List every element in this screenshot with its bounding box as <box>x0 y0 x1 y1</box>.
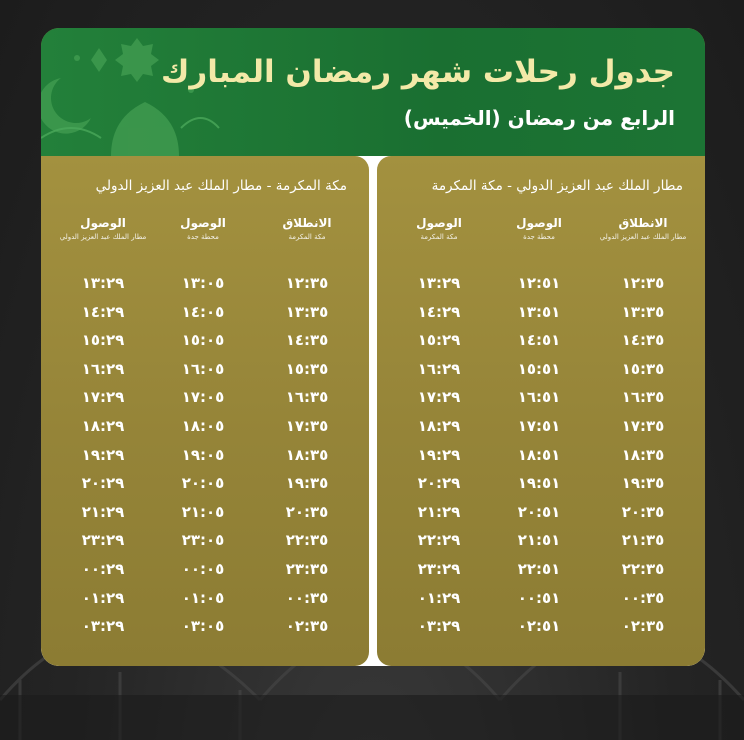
departure-time: ١٩:٣٥ <box>621 474 665 493</box>
table-row <box>41 560 369 589</box>
table-row <box>377 531 705 560</box>
departure-time: ٢٣:٣٥ <box>285 559 329 578</box>
arrival-station-time: ٢١:٥١ <box>517 531 561 550</box>
arrival-final-time: ١٤:٢٩ <box>417 302 461 321</box>
departure-time: ١٢:٣٥ <box>621 274 665 292</box>
arrival-final-time: ٠١:٢٩ <box>417 588 461 607</box>
arrival-final-time: ٢٣:٢٩ <box>81 531 125 550</box>
departure-time: ١٨:٣٥ <box>285 445 329 464</box>
arrival-final-time: ٠١:٢٩ <box>81 588 125 607</box>
departure-time: ١٤:٣٥ <box>285 331 329 350</box>
arrival-final-time: ١٣:٢٩ <box>81 274 125 292</box>
departure-time: ١٨:٣٥ <box>621 445 665 464</box>
column-header-arrival-final: الوصول مطار الملك عبد العزيز الدولي <box>59 216 147 241</box>
table-row <box>377 303 705 332</box>
table-row <box>377 274 705 303</box>
column-header-departure: الانطلاق مكة المكرمة <box>282 216 332 241</box>
arrival-station-time: ٠٢:٥١ <box>517 617 561 636</box>
arrival-station-time: ٠٠:٠٥ <box>181 559 225 578</box>
arrival-station-time: ١٩:٥١ <box>517 474 561 493</box>
arrival-final-time: ٢٠:٢٩ <box>417 474 461 493</box>
arrival-station-time: ١٣:٠٥ <box>181 274 225 292</box>
header-banner <box>41 28 705 156</box>
table-row <box>377 503 705 532</box>
schedule-card <box>41 28 705 666</box>
table-row <box>41 274 369 303</box>
route-title: مكة المكرمة - مطار الملك عبد العزيز الدولي <box>95 178 347 194</box>
arrival-station-time: ٠٣:٠٥ <box>181 617 225 636</box>
column-header-arrival-station: الوصول محطة جدة <box>180 216 226 241</box>
panel-airport-to-makkah <box>377 156 705 666</box>
arrival-final-time: ١٥:٢٩ <box>81 331 125 350</box>
timetable-panels <box>41 156 705 666</box>
table-row <box>377 589 705 618</box>
table-row <box>377 388 705 417</box>
table-row <box>41 531 369 560</box>
table-row <box>377 331 705 360</box>
departure-time: ١٢:٣٥ <box>285 274 329 292</box>
table-row <box>377 474 705 503</box>
table-row <box>41 589 369 618</box>
table-row <box>41 446 369 475</box>
panel-makkah-to-airport <box>41 156 369 666</box>
departure-time: ١٣:٣٥ <box>285 302 329 321</box>
table-row <box>377 560 705 589</box>
page-subtitle: الرابع من رمضان (الخميس) <box>403 106 675 130</box>
arrival-station-time: ١٤:٥١ <box>517 331 561 350</box>
arrival-station-time: ٢١:٠٥ <box>181 502 225 521</box>
arrival-final-time: ٢٣:٢٩ <box>417 559 461 578</box>
arrival-final-time: ١٦:٢٩ <box>81 359 125 378</box>
arrival-station-time: ٠٠:٥١ <box>517 588 561 607</box>
table-row <box>377 360 705 389</box>
arrival-final-time: ١٧:٢٩ <box>81 388 125 407</box>
arrival-final-time: ١٨:٢٩ <box>417 416 461 435</box>
arrival-station-time: ١٦:٠٥ <box>181 359 225 378</box>
timetable-rows <box>377 274 705 646</box>
timetable-rows <box>41 274 369 646</box>
departure-time: ٢٠:٣٥ <box>621 502 665 521</box>
arrival-final-time: ١٧:٢٩ <box>417 388 461 407</box>
arrival-final-time: ١٤:٢٩ <box>81 302 125 321</box>
departure-time: ١٥:٣٥ <box>285 359 329 378</box>
table-row <box>41 617 369 646</box>
arrival-station-time: ١٣:٥١ <box>517 302 561 321</box>
arrival-station-time: ١٧:٥١ <box>517 416 561 435</box>
arrival-station-time: ١٤:٠٥ <box>181 302 225 321</box>
arrival-final-time: ٠٣:٢٩ <box>417 617 461 636</box>
departure-time: ٠٠:٣٥ <box>621 588 665 607</box>
arrival-station-time: ٢٠:٥١ <box>517 502 561 521</box>
arrival-station-time: ٢٠:٠٥ <box>181 474 225 493</box>
arrival-final-time: ٢٢:٢٩ <box>417 531 461 550</box>
arrival-station-time: ١٦:٥١ <box>517 388 561 407</box>
table-row <box>41 474 369 503</box>
table-row <box>41 360 369 389</box>
column-header-arrival-final: الوصول مكة المكرمة <box>416 216 462 241</box>
arrival-final-time: ١٩:٢٩ <box>417 445 461 464</box>
table-row <box>377 617 705 646</box>
departure-time: ٢٢:٣٥ <box>621 559 665 578</box>
departure-time: ٠٢:٣٥ <box>621 617 665 636</box>
arrival-final-time: ٢٠:٢٩ <box>81 474 125 493</box>
arrival-station-time: ١٨:٠٥ <box>181 416 225 435</box>
departure-time: ١٣:٣٥ <box>621 302 665 321</box>
table-row <box>41 417 369 446</box>
arrival-final-time: ٢١:٢٩ <box>81 502 125 521</box>
arrival-final-time: ١٨:٢٩ <box>81 416 125 435</box>
ramadan-decoration-icon <box>41 28 221 156</box>
arrival-final-time: ١٥:٢٩ <box>417 331 461 350</box>
departure-time: ١٤:٣٥ <box>621 331 665 350</box>
departure-time: ٢٠:٣٥ <box>285 502 329 521</box>
arrival-station-time: ٠١:٠٥ <box>181 588 225 607</box>
departure-time: ١٩:٣٥ <box>285 474 329 493</box>
column-header-departure: الانطلاق مطار الملك عبد العزيز الدولي <box>599 216 687 241</box>
arrival-station-time: ٢٢:٥١ <box>517 559 561 578</box>
route-title: مطار الملك عبد العزيز الدولي - مكة المكرمة <box>431 178 683 194</box>
arrival-final-time: ١٣:٢٩ <box>417 274 461 292</box>
arrival-station-time: ١٧:٠٥ <box>181 388 225 407</box>
departure-time: ١٦:٣٥ <box>621 388 665 407</box>
page-title: جدول رحلات شهر رمضان المبارك <box>161 54 675 90</box>
table-row <box>377 446 705 475</box>
table-row <box>41 388 369 417</box>
arrival-station-time: ١٥:٠٥ <box>181 331 225 350</box>
arrival-station-time: ٢٣:٠٥ <box>181 531 225 550</box>
table-row <box>377 417 705 446</box>
departure-time: ٢١:٣٥ <box>621 531 665 550</box>
departure-time: ١٥:٣٥ <box>621 359 665 378</box>
departure-time: ٢٢:٣٥ <box>285 531 329 550</box>
arrival-final-time: ١٩:٢٩ <box>81 445 125 464</box>
table-row <box>41 331 369 360</box>
table-row <box>41 503 369 532</box>
arrival-final-time: ٢١:٢٩ <box>417 502 461 521</box>
departure-time: ١٧:٣٥ <box>621 416 665 435</box>
table-row <box>41 303 369 332</box>
arrival-final-time: ٠٣:٢٩ <box>81 617 125 636</box>
arrival-final-time: ٠٠:٢٩ <box>81 559 125 578</box>
arrival-station-time: ١٥:٥١ <box>517 359 561 378</box>
arrival-station-time: ١٨:٥١ <box>517 445 561 464</box>
departure-time: ١٧:٣٥ <box>285 416 329 435</box>
arrival-final-time: ١٦:٢٩ <box>417 359 461 378</box>
arrival-station-time: ١٩:٠٥ <box>181 445 225 464</box>
departure-time: ١٦:٣٥ <box>285 388 329 407</box>
column-header-arrival-station: الوصول محطة جدة <box>516 216 562 241</box>
departure-time: ٠٠:٣٥ <box>285 588 329 607</box>
arrival-station-time: ١٢:٥١ <box>517 274 561 292</box>
departure-time: ٠٢:٣٥ <box>285 617 329 636</box>
